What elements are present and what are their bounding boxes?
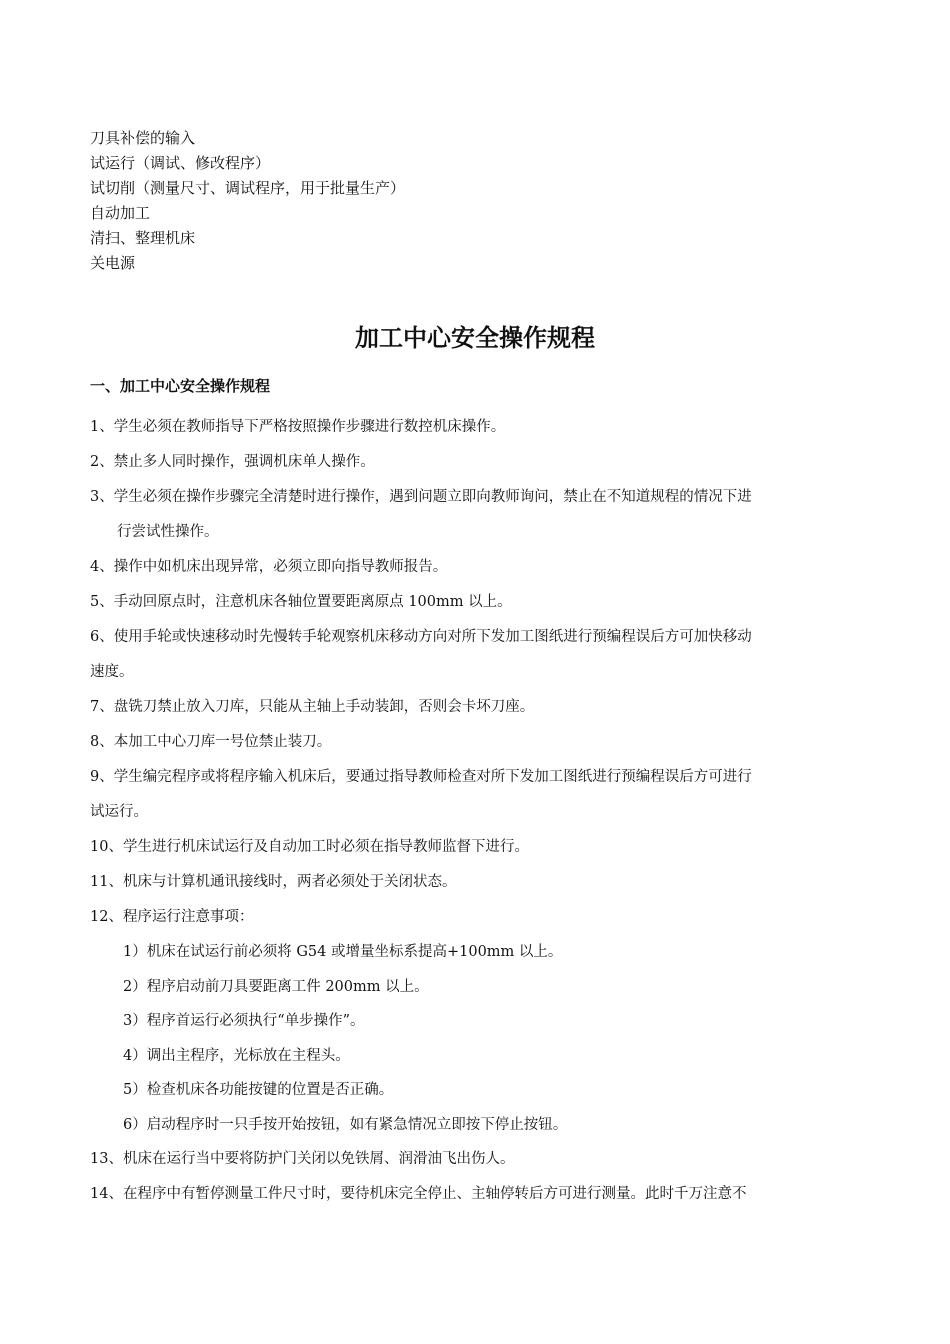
rule-item-12: 12、程序运行注意事项： bbox=[90, 909, 254, 925]
rule-12-subitem: 6）启动程序时一只手按开始按钮，如有紧急情况立即按下停止按钮。 bbox=[123, 1116, 568, 1133]
rule-item-14: 14、在程序中有暂停测量工件尺寸时，要待机床完全停止、主轴停转后方可进行测量。此时千万注意不 bbox=[90, 1186, 747, 1202]
rule-item-5: 5、手动回原点时，注意机床各轴位置要距离原点 100mm 以上。 bbox=[90, 594, 512, 610]
document-title: 加工中心安全操作规程 bbox=[355, 324, 595, 352]
rule-item-6-continuation: 速度。 bbox=[90, 664, 134, 680]
rules-list bbox=[90, 410, 865, 1212]
preamble-line: 试运行（调试、修改程序） bbox=[90, 154, 271, 172]
rule-item-3-continuation: 行尝试性操作。 bbox=[117, 524, 219, 540]
rule-item-3: 3、学生必须在操作步骤完全清楚时进行操作，遇到问题立即向教师询问，禁止在不知道规程的情况下进 bbox=[90, 489, 752, 505]
section-heading: 一、加工中心安全操作规程 bbox=[90, 377, 271, 395]
rule-item-1: 1、学生必须在教师指导下严格按照操作步骤进行数控机床操作。 bbox=[90, 419, 506, 435]
preamble-line: 试切削（测量尺寸、调试程序，用于批量生产） bbox=[90, 179, 406, 197]
rule-item-11: 11、机床与计算机通讯接线时，两者必须处于关闭状态。 bbox=[90, 874, 457, 890]
rule-item-7: 7、盘铣刀禁止放入刀库，只能从主轴上手动装卸，否则会卡坏刀座。 bbox=[90, 699, 535, 715]
rule-item-13: 13、机床在运行当中要将防护门关闭以免铁屑、润滑油飞出伤人。 bbox=[90, 1151, 515, 1167]
rule-12-subitem: 2）程序启动前刀具要距离工件 200mm 以上。 bbox=[123, 978, 429, 995]
rule-12-subitem: 4）调出主程序，光标放在主程头。 bbox=[123, 1047, 350, 1064]
rule-item-2: 2、禁止多人同时操作，强调机床单人操作。 bbox=[90, 454, 375, 470]
rule-item-10: 10、学生进行机床试运行及自动加工时必须在指导教师监督下进行。 bbox=[90, 839, 529, 855]
rule-item-4: 4、操作中如机床出现异常，必须立即向指导教师报告。 bbox=[90, 559, 448, 575]
preamble-line: 刀具补偿的输入 bbox=[90, 129, 196, 147]
rule-12-subitem: 1）机床在试运行前必须将 G54 或增量坐标系提高+100mm 以上。 bbox=[123, 944, 563, 960]
preamble-line: 清扫、整理机床 bbox=[90, 229, 196, 247]
preamble-list bbox=[90, 126, 870, 276]
rule-item-9: 9、学生编完程序或将程序输入机床后，要通过指导教师检查对所下发加工图纸进行预编程误后方可进行 bbox=[90, 769, 752, 785]
rule-12-subitem: 5）检查机床各功能按键的位置是否正确。 bbox=[123, 1082, 394, 1098]
rule-item-9-continuation: 试运行。 bbox=[90, 804, 148, 820]
preamble-line: 关电源 bbox=[90, 254, 136, 272]
rule-item-8: 8、本加工中心刀库一号位禁止装刀。 bbox=[90, 734, 332, 750]
rule-12-subitem: 3）程序首运行必须执行“单步操作”。 bbox=[123, 1013, 365, 1029]
preamble-line: 自动加工 bbox=[90, 204, 151, 222]
rule-item-6: 6、使用手轮或快速移动时先慢转手轮观察机床移动方向对所下发加工图纸进行预编程误后方可加快移动 bbox=[90, 629, 752, 645]
